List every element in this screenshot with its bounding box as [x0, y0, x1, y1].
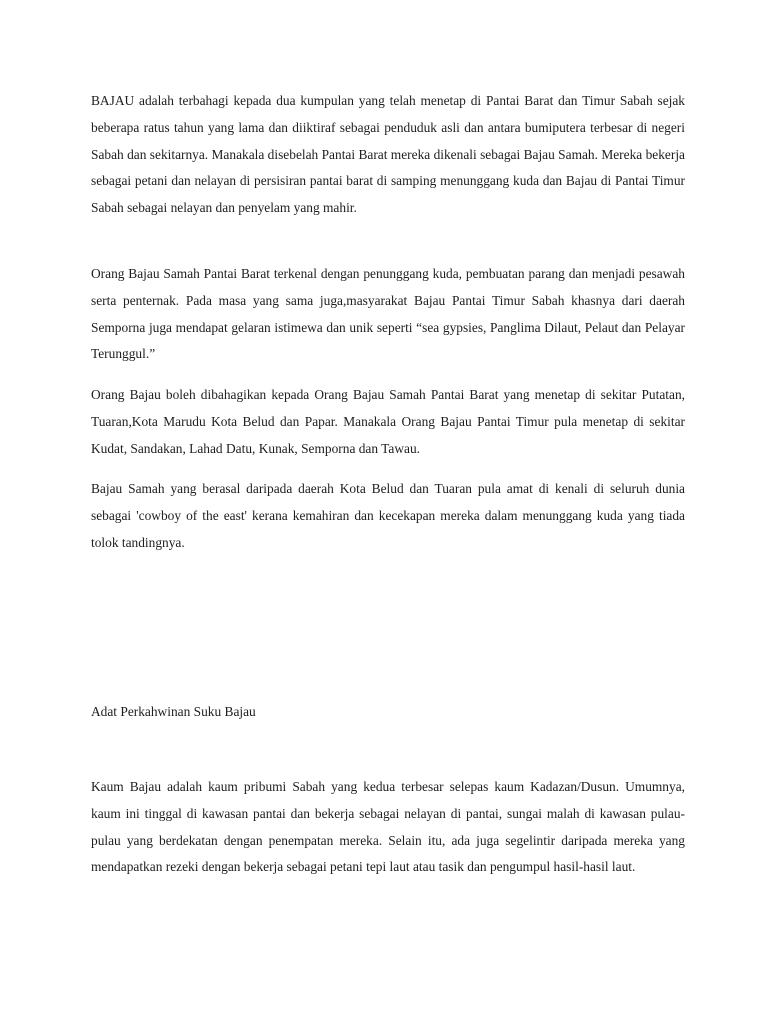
paragraph-bajau-intro: BAJAU adalah terbahagi kepada dua kumpulan yang telah menetap di Pantai Barat dan Timur Sabah sejak beberapa ratus tahun yang lama dan diiktiraf sebagai penduduk asli dan antara bumiputera terbesar di negeri Sabah dan sekitarnya. Manakala disebelah Pantai Barat mereka dikenali sebagai Bajau Samah. Mereka bekerja sebagai petani dan nelayan di persisiran pantai barat di samping menunggang kuda dan Bajau di Pantai Timur Sabah sebagai nelayan dan penyelam yang mahir. [91, 93, 685, 216]
section-heading: Adat Perkahwinan Suku Bajau [91, 704, 256, 719]
paragraph-bajau-divisions: Orang Bajau boleh dibahagikan kepada Orang Bajau Samah Pantai Barat yang menetap di sekitar Putatan, Tuaran,Kota Marudu Kota Belud dan Papar. Manakala Orang Bajau Pantai Timur pula menetap di sekitar Kudat, Sandakan, Lahad Datu, Kunak, Semporna dan Tawau. [91, 387, 685, 456]
paragraph-kaum-bajau: Kaum Bajau adalah kaum pribumi Sabah yang kedua terbesar selepas kaum Kadazan/Dusun. Umumnya, kaum ini tinggal di kawasan pantai dan bekerja sebagai nelayan di pantai, sungai malah di kawasan pulau-pulau yang berdekatan dengan penempatan mereka. Selain itu, ada juga segelintir daripada mereka yang mendapatkan rezeki dengan bekerja sebagai petani tepi laut atau tasik dan pengumpul hasil-hasil laut. [91, 779, 685, 875]
paragraph-bajau-samah-west: Orang Bajau Samah Pantai Barat terkenal dengan penunggang kuda, pembuatan parang dan menjadi pesawah serta penternak. Pada masa yang sama juga,masyarakat Bajau Pantai Timur Sabah khasnya dari daerah Semporna juga mendapat gelaran istimewa dan unik seperti “sea gypsies, Panglima Dilaut, Pelaut dan Pelayar Terunggul.” [91, 266, 685, 362]
paragraph-cowboy-of-the-east: Bajau Samah yang berasal daripada daerah Kota Belud dan Tuaran pula amat di kenali di seluruh dunia sebagai 'cowboy of the east' kerana kemahiran dan kecekapan mereka dalam menunggang kuda yang tiada tolok tandingnya. [91, 481, 685, 550]
